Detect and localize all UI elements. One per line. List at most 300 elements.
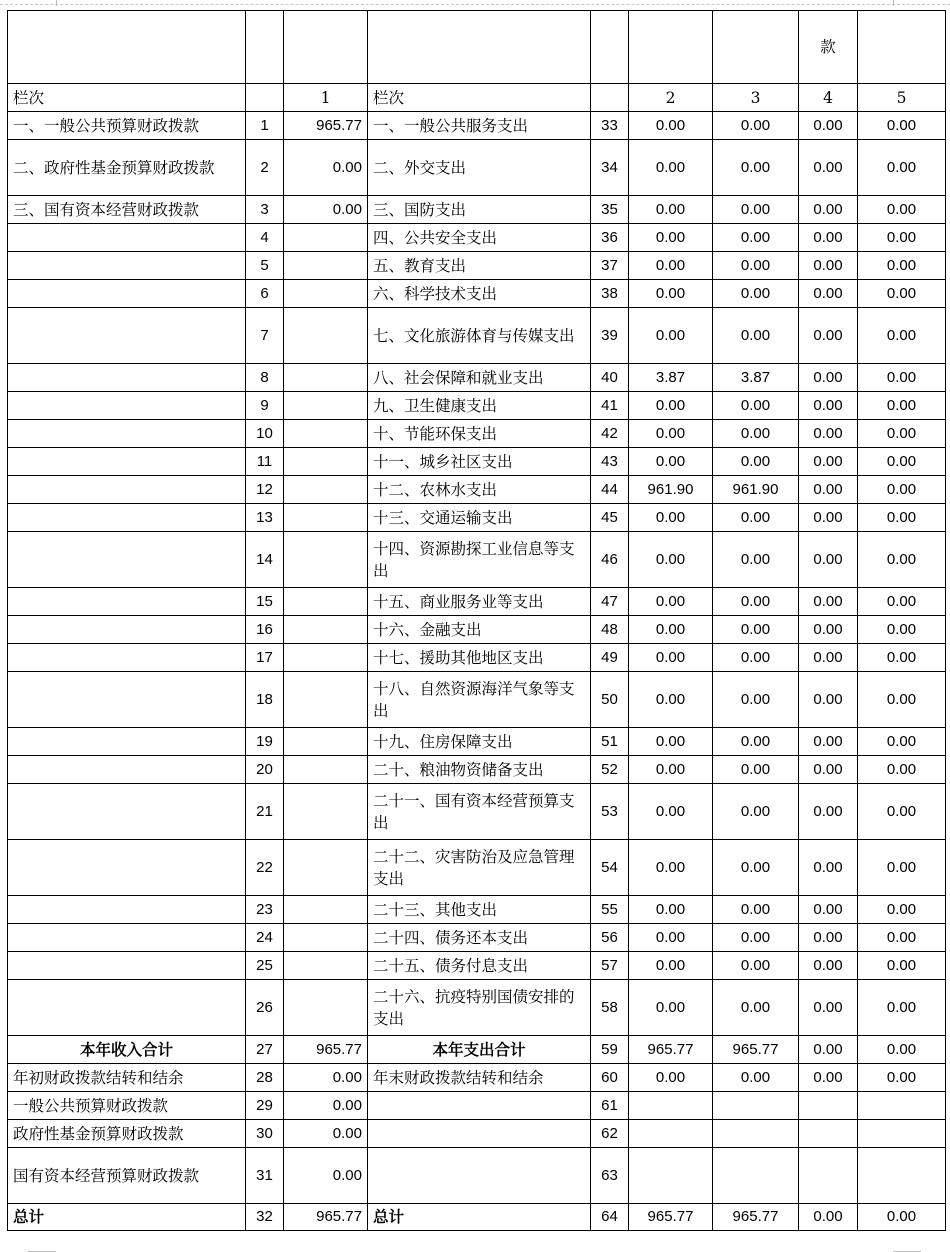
state-capital-amount: 0.00 — [858, 588, 946, 616]
table-row — [8, 588, 946, 616]
income-row-number: 26 — [246, 980, 284, 1036]
income-item-name: 二、政府性基金预算财政拨款 — [8, 140, 246, 196]
crop-mark — [56, 0, 57, 6]
expense-item-name: 二十三、其他支出 — [368, 896, 591, 924]
fund-budget-amount: 0.00 — [799, 280, 858, 308]
table-row — [8, 392, 946, 420]
general-budget-amount — [713, 1148, 799, 1204]
expense-row-number: 52 — [591, 756, 629, 784]
state-capital-amount: 0.00 — [858, 784, 946, 840]
income-item-name — [8, 280, 246, 308]
income-item-name: 政府性基金预算财政拨款 — [8, 1120, 246, 1148]
general-budget-amount: 965.77 — [713, 1204, 799, 1231]
expense-total-amount — [629, 1148, 713, 1204]
state-capital-amount: 0.00 — [858, 728, 946, 756]
fund-budget-amount: 0.00 — [799, 252, 858, 280]
expense-item-name: 总计 — [368, 1204, 591, 1231]
income-amount — [284, 644, 368, 672]
state-capital-amount: 0.00 — [858, 896, 946, 924]
income-row-number: 31 — [246, 1148, 284, 1204]
table-row — [8, 224, 946, 252]
general-budget-amount: 961.90 — [713, 476, 799, 504]
expense-total-amount: 0.00 — [629, 644, 713, 672]
fund-budget-amount — [799, 1092, 858, 1120]
expense-item-name: 年末财政拨款结转和结余 — [368, 1064, 591, 1092]
general-budget-amount: 0.00 — [713, 280, 799, 308]
income-row-number: 16 — [246, 616, 284, 644]
fund-budget-amount: 0.00 — [799, 196, 858, 224]
fund-budget-amount: 0.00 — [799, 532, 858, 588]
column-number: 1 — [284, 84, 368, 112]
state-capital-amount: 0.00 — [858, 1064, 946, 1092]
income-row-number: 7 — [246, 308, 284, 364]
table-row — [8, 1064, 946, 1092]
income-row-number: 15 — [246, 588, 284, 616]
column-number: 3 — [713, 84, 799, 112]
income-row-number: 22 — [246, 840, 284, 896]
general-budget-amount: 0.00 — [713, 588, 799, 616]
expense-row-number: 62 — [591, 1120, 629, 1148]
expense-row-number: 47 — [591, 588, 629, 616]
expense-item-name: 九、卫生健康支出 — [368, 392, 591, 420]
expense-row-number: 41 — [591, 392, 629, 420]
general-budget-amount: 965.77 — [713, 1036, 799, 1064]
state-capital-amount: 0.00 — [858, 476, 946, 504]
expense-total-amount: 0.00 — [629, 616, 713, 644]
state-capital-amount: 0.00 — [858, 672, 946, 728]
expense-item-name: 十三、交通运输支出 — [368, 504, 591, 532]
expense-total-amount: 0.00 — [629, 896, 713, 924]
income-row-number: 9 — [246, 392, 284, 420]
expense-total-amount: 961.90 — [629, 476, 713, 504]
expense-row-number: 56 — [591, 924, 629, 952]
expense-total-amount: 0.00 — [629, 672, 713, 728]
table-row — [8, 1092, 946, 1120]
table-row — [8, 448, 946, 476]
fund-budget-amount — [799, 1120, 858, 1148]
fund-budget-amount: 0.00 — [799, 840, 858, 896]
income-item-name: 总计 — [8, 1204, 246, 1231]
expense-total-amount: 3.87 — [629, 364, 713, 392]
income-row-number: 24 — [246, 924, 284, 952]
state-capital-amount: 0.00 — [858, 756, 946, 784]
general-budget-amount: 0.00 — [713, 448, 799, 476]
table-row — [8, 364, 946, 392]
fiscal-appropriation-table — [7, 10, 946, 1231]
income-amount — [284, 952, 368, 980]
income-amount: 0.00 — [284, 196, 368, 224]
table-row — [8, 532, 946, 588]
state-capital-amount — [858, 1092, 946, 1120]
general-budget-amount: 0.00 — [713, 504, 799, 532]
expense-total-amount: 0.00 — [629, 420, 713, 448]
income-item-name — [8, 840, 246, 896]
expense-row-number: 35 — [591, 196, 629, 224]
expense-item-name: 二十四、债务还本支出 — [368, 924, 591, 952]
general-budget-amount: 0.00 — [713, 728, 799, 756]
fund-budget-amount: 0.00 — [799, 420, 858, 448]
fund-budget-amount: 0.00 — [799, 588, 858, 616]
column-label: 栏次 — [8, 84, 246, 112]
income-amount — [284, 728, 368, 756]
income-amount — [284, 672, 368, 728]
fund-budget-amount: 0.00 — [799, 112, 858, 140]
income-row-number: 11 — [246, 448, 284, 476]
table-row — [8, 924, 946, 952]
income-item-name — [8, 224, 246, 252]
expense-row-number: 63 — [591, 1148, 629, 1204]
income-row-number: 29 — [246, 1092, 284, 1120]
table-row — [8, 840, 946, 896]
fund-budget-amount: 0.00 — [799, 784, 858, 840]
state-capital-amount: 0.00 — [858, 840, 946, 896]
expense-row-number: 53 — [591, 784, 629, 840]
table-row — [8, 196, 946, 224]
general-budget-amount — [713, 1120, 799, 1148]
general-budget-amount: 0.00 — [713, 840, 799, 896]
fund-budget-amount — [799, 1148, 858, 1204]
income-amount — [284, 616, 368, 644]
income-item-name — [8, 588, 246, 616]
general-budget-amount: 0.00 — [713, 224, 799, 252]
income-amount: 0.00 — [284, 1092, 368, 1120]
table-row — [8, 952, 946, 980]
income-amount: 0.00 — [284, 140, 368, 196]
income-item-name — [8, 616, 246, 644]
income-row-number: 2 — [246, 140, 284, 196]
expense-total-amount: 0.00 — [629, 448, 713, 476]
income-row-number: 12 — [246, 476, 284, 504]
fund-budget-amount: 0.00 — [799, 392, 858, 420]
general-budget-amount: 0.00 — [713, 420, 799, 448]
expense-row-number: 58 — [591, 980, 629, 1036]
income-item-name — [8, 252, 246, 280]
expense-row-number: 59 — [591, 1036, 629, 1064]
column-number: 5 — [858, 84, 946, 112]
expense-item-name: 十六、金融支出 — [368, 616, 591, 644]
table-row — [8, 896, 946, 924]
column-label: 栏次 — [368, 84, 591, 112]
expense-item-name: 二十五、债务付息支出 — [368, 952, 591, 980]
expense-total-amount: 0.00 — [629, 308, 713, 364]
expense-row-number: 60 — [591, 1064, 629, 1092]
income-row-number: 1 — [246, 112, 284, 140]
table-row — [8, 1148, 946, 1204]
state-capital-amount: 0.00 — [858, 504, 946, 532]
income-item-name: 一般公共预算财政拨款 — [8, 1092, 246, 1120]
state-capital-amount: 0.00 — [858, 196, 946, 224]
income-amount: 965.77 — [284, 112, 368, 140]
state-capital-amount: 0.00 — [858, 952, 946, 980]
header-row-top — [8, 11, 946, 84]
fund-budget-amount: 0.00 — [799, 476, 858, 504]
expense-row-number: 57 — [591, 952, 629, 980]
expense-row-number: 48 — [591, 616, 629, 644]
expense-row-number: 46 — [591, 532, 629, 588]
expense-total-amount: 0.00 — [629, 980, 713, 1036]
general-budget-amount: 0.00 — [713, 896, 799, 924]
expense-total-amount: 0.00 — [629, 196, 713, 224]
table-row — [8, 308, 946, 364]
expense-total-amount: 0.00 — [629, 756, 713, 784]
income-row-number: 14 — [246, 532, 284, 588]
expense-row-number: 45 — [591, 504, 629, 532]
expense-row-number: 42 — [591, 420, 629, 448]
income-amount: 0.00 — [284, 1120, 368, 1148]
income-amount — [284, 308, 368, 364]
income-item-name — [8, 504, 246, 532]
column-number-row — [8, 84, 946, 112]
expense-total-amount: 0.00 — [629, 392, 713, 420]
expense-total-amount: 965.77 — [629, 1204, 713, 1231]
income-row-number: 6 — [246, 280, 284, 308]
general-budget-amount: 0.00 — [713, 196, 799, 224]
fund-budget-amount: 0.00 — [799, 504, 858, 532]
fund-budget-amount: 0.00 — [799, 308, 858, 364]
expense-total-amount — [629, 1092, 713, 1120]
state-capital-amount: 0.00 — [858, 224, 946, 252]
state-capital-amount: 0.00 — [858, 112, 946, 140]
income-item-name — [8, 476, 246, 504]
expense-row-number: 64 — [591, 1204, 629, 1231]
state-capital-amount: 0.00 — [858, 308, 946, 364]
state-capital-amount: 0.00 — [858, 140, 946, 196]
expense-item-name — [368, 1148, 591, 1204]
expense-row-number: 37 — [591, 252, 629, 280]
table-row — [8, 1120, 946, 1148]
income-amount: 0.00 — [284, 1064, 368, 1092]
table-row — [8, 112, 946, 140]
expense-item-name: 十四、资源勘探工业信息等支出 — [368, 532, 591, 588]
fund-budget-amount: 0.00 — [799, 896, 858, 924]
general-budget-amount: 0.00 — [713, 924, 799, 952]
general-budget-amount: 0.00 — [713, 252, 799, 280]
income-amount — [284, 588, 368, 616]
income-amount: 965.77 — [284, 1036, 368, 1064]
income-row-number: 13 — [246, 504, 284, 532]
fund-budget-amount: 0.00 — [799, 756, 858, 784]
fund-budget-amount: 0.00 — [799, 1036, 858, 1064]
expense-total-amount: 0.00 — [629, 784, 713, 840]
expense-row-number: 51 — [591, 728, 629, 756]
expense-item-name: 五、教育支出 — [368, 252, 591, 280]
expense-row-number: 49 — [591, 644, 629, 672]
general-budget-amount: 0.00 — [713, 392, 799, 420]
state-capital-amount: 0.00 — [858, 616, 946, 644]
expense-item-name — [368, 1120, 591, 1148]
income-amount — [284, 980, 368, 1036]
fund-budget-amount: 0.00 — [799, 672, 858, 728]
general-budget-amount: 0.00 — [713, 140, 799, 196]
expense-item-name: 二、外交支出 — [368, 140, 591, 196]
income-row-number: 10 — [246, 420, 284, 448]
income-amount — [284, 252, 368, 280]
expense-row-number: 33 — [591, 112, 629, 140]
state-capital-amount: 0.00 — [858, 924, 946, 952]
income-amount — [284, 392, 368, 420]
income-amount — [284, 420, 368, 448]
expense-item-name: 二十二、灾害防治及应急管理支出 — [368, 840, 591, 896]
expense-row-number: 36 — [591, 224, 629, 252]
income-amount: 0.00 — [284, 1148, 368, 1204]
state-capital-amount: 0.00 — [858, 644, 946, 672]
income-row-number: 25 — [246, 952, 284, 980]
state-capital-amount: 0.00 — [858, 364, 946, 392]
expense-row-number: 43 — [591, 448, 629, 476]
income-item-name — [8, 672, 246, 728]
general-budget-amount: 0.00 — [713, 644, 799, 672]
state-capital-amount: 0.00 — [858, 420, 946, 448]
general-budget-amount — [713, 1092, 799, 1120]
fund-budget-amount: 0.00 — [799, 140, 858, 196]
expense-total-amount: 0.00 — [629, 280, 713, 308]
expense-total-amount: 0.00 — [629, 532, 713, 588]
table-row — [8, 1204, 946, 1231]
income-row-number: 27 — [246, 1036, 284, 1064]
general-budget-amount: 0.00 — [713, 980, 799, 1036]
expense-item-name: 十九、住房保障支出 — [368, 728, 591, 756]
income-row-number: 30 — [246, 1120, 284, 1148]
income-item-name — [8, 392, 246, 420]
income-amount — [284, 784, 368, 840]
state-capital-amount: 0.00 — [858, 1204, 946, 1231]
expense-item-name: 本年支出合计 — [368, 1036, 591, 1064]
expense-row-number: 38 — [591, 280, 629, 308]
table-row — [8, 476, 946, 504]
expense-total-amount: 0.00 — [629, 140, 713, 196]
state-capital-amount: 0.00 — [858, 1036, 946, 1064]
expense-row-number: 54 — [591, 840, 629, 896]
income-item-name — [8, 308, 246, 364]
table-row — [8, 504, 946, 532]
expense-total-amount: 0.00 — [629, 112, 713, 140]
income-item-name — [8, 644, 246, 672]
income-row-number: 8 — [246, 364, 284, 392]
expense-item-name: 三、国防支出 — [368, 196, 591, 224]
income-item-name — [8, 364, 246, 392]
fund-budget-amount: 0.00 — [799, 952, 858, 980]
page-crop-line — [0, 4, 950, 5]
column-number: 2 — [629, 84, 713, 112]
table-row — [8, 1036, 946, 1064]
income-item-name — [8, 980, 246, 1036]
income-item-name — [8, 728, 246, 756]
general-budget-amount: 0.00 — [713, 616, 799, 644]
column-number: 4 — [799, 84, 858, 112]
table-row — [8, 252, 946, 280]
income-amount — [284, 504, 368, 532]
expense-total-amount: 965.77 — [629, 1036, 713, 1064]
income-item-name — [8, 532, 246, 588]
general-budget-amount: 0.00 — [713, 308, 799, 364]
income-row-number: 23 — [246, 896, 284, 924]
income-item-name: 年初财政拨款结转和结余 — [8, 1064, 246, 1092]
expense-total-amount: 0.00 — [629, 252, 713, 280]
expense-item-name: 十七、援助其他地区支出 — [368, 644, 591, 672]
expense-item-name: 十一、城乡社区支出 — [368, 448, 591, 476]
state-capital-amount: 0.00 — [858, 532, 946, 588]
expense-row-number: 50 — [591, 672, 629, 728]
expense-item-name: 二十一、国有资本经营预算支出 — [368, 784, 591, 840]
expense-row-number: 34 — [591, 140, 629, 196]
state-capital-amount: 0.00 — [858, 280, 946, 308]
general-budget-amount: 0.00 — [713, 1064, 799, 1092]
expense-total-amount: 0.00 — [629, 840, 713, 896]
state-capital-amount: 0.00 — [858, 252, 946, 280]
expense-item-name: 二十、粮油物资储备支出 — [368, 756, 591, 784]
income-amount — [284, 280, 368, 308]
fund-budget-amount: 0.00 — [799, 1064, 858, 1092]
income-item-name — [8, 448, 246, 476]
income-row-number: 28 — [246, 1064, 284, 1092]
income-amount — [284, 224, 368, 252]
expense-item-name: 八、社会保障和就业支出 — [368, 364, 591, 392]
fund-budget-amount: 0.00 — [799, 644, 858, 672]
table-row — [8, 280, 946, 308]
fund-budget-amount: 0.00 — [799, 980, 858, 1036]
expense-item-name: 十二、农林水支出 — [368, 476, 591, 504]
income-amount — [284, 476, 368, 504]
table-row — [8, 644, 946, 672]
income-amount — [284, 448, 368, 476]
fund-budget-amount: 0.00 — [799, 364, 858, 392]
general-budget-amount: 0.00 — [713, 952, 799, 980]
income-amount — [284, 840, 368, 896]
income-row-number: 4 — [246, 224, 284, 252]
expense-item-name: 十五、商业服务业等支出 — [368, 588, 591, 616]
fund-budget-amount: 0.00 — [799, 1204, 858, 1231]
state-capital-amount: 0.00 — [858, 392, 946, 420]
expense-row-number: 55 — [591, 896, 629, 924]
expense-total-amount: 0.00 — [629, 924, 713, 952]
header-fragment: 款 — [799, 11, 858, 84]
crop-mark — [893, 0, 894, 6]
fund-budget-amount: 0.00 — [799, 224, 858, 252]
expense-item-name: 十、节能环保支出 — [368, 420, 591, 448]
income-item-name — [8, 784, 246, 840]
table-row — [8, 672, 946, 728]
expense-total-amount: 0.00 — [629, 588, 713, 616]
income-row-number: 19 — [246, 728, 284, 756]
income-row-number: 5 — [246, 252, 284, 280]
table-row — [8, 616, 946, 644]
income-item-name: 一、一般公共预算财政拨款 — [8, 112, 246, 140]
expense-item-name: 二十六、抗疫特别国债安排的支出 — [368, 980, 591, 1036]
expense-item-name: 七、文化旅游体育与传媒支出 — [368, 308, 591, 364]
income-amount: 965.77 — [284, 1204, 368, 1231]
state-capital-amount — [858, 1148, 946, 1204]
fund-budget-amount: 0.00 — [799, 616, 858, 644]
general-budget-amount: 0.00 — [713, 532, 799, 588]
income-item-name — [8, 420, 246, 448]
expense-item-name: 一、一般公共服务支出 — [368, 112, 591, 140]
expense-total-amount: 0.00 — [629, 504, 713, 532]
expense-row-number: 44 — [591, 476, 629, 504]
income-row-number: 21 — [246, 784, 284, 840]
income-item-name: 三、国有资本经营财政拨款 — [8, 196, 246, 224]
expense-item-name: 六、科学技术支出 — [368, 280, 591, 308]
income-amount — [284, 532, 368, 588]
expense-total-amount — [629, 1120, 713, 1148]
expense-total-amount: 0.00 — [629, 224, 713, 252]
expense-total-amount: 0.00 — [629, 728, 713, 756]
table-row — [8, 140, 946, 196]
expense-item-name: 十八、自然资源海洋气象等支出 — [368, 672, 591, 728]
table-row — [8, 756, 946, 784]
expense-row-number: 61 — [591, 1092, 629, 1120]
general-budget-amount: 0.00 — [713, 756, 799, 784]
income-row-number: 20 — [246, 756, 284, 784]
